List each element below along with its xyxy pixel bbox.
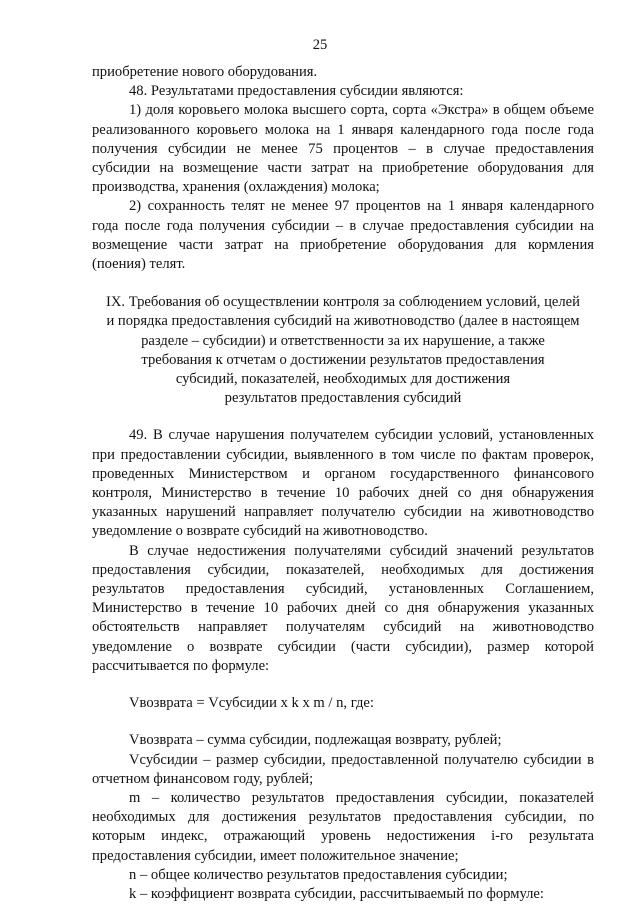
heading-line: разделе – субсидии) и ответственности за их нарушение, а также <box>141 332 545 349</box>
definition-n: n – общее количество результатов предоставления субсидии; <box>129 866 508 883</box>
definition-m: m – количество результатов предоставления субсидии, показателей необходимых для достижения результатов предоставления субсидии, по которым индекс, отражающий уровень недостижения i-го результата предоставления субсидии, имеет положительное значение; <box>92 789 594 864</box>
definition-v-subsidy: Vсубсидии – размер субсидии, предоставленной получателю субсидии в отчетном финансовом году, рублей; <box>92 751 594 787</box>
section-heading <box>92 293 594 408</box>
spacer <box>92 713 594 731</box>
heading-line: требования к отчетам о достижении результатов предоставления <box>141 351 545 368</box>
formula: Vвозврата = Vсубсидии x k x m / n, где: <box>129 695 374 712</box>
paragraph-48-item-1: 1) доля коровьего молока высшего сорта, сорта «Экстра» в общем объеме реализованного коровьего молока на 1 января календарного года после года получения субсидии не менее 75 процентов – в случае предоставления субсидии на возмещение части затрат на приобретение оборудования для производства, хранения (охлаждения) молока; <box>92 102 594 196</box>
paragraph-48-item-2: 2) сохранность телят не менее 97 процентов на 1 января календарного года после года получения субсидии – в случае предоставления субсидии на возмещение части затрат на приобретение оборудования для кормления (поения) телят. <box>92 198 594 273</box>
heading-line: и порядка предоставления субсидий на животноводство (далее в настоящем <box>106 313 580 330</box>
spacer <box>92 408 594 426</box>
definition-v-return: Vвозврата – сумма субсидии, подлежащая возврату, рублей; <box>129 732 502 749</box>
page-number: 25 <box>312 37 328 53</box>
paragraph-48-intro: 48. Результатами предоставления субсидии являются: <box>129 83 464 100</box>
document-body <box>92 63 594 904</box>
spacer <box>92 676 594 694</box>
heading-line: субсидий, показателей, необходимых для достижения <box>175 371 511 388</box>
heading-line: IX. Требования об осуществлении контроля за соблюдением условий, целей <box>106 294 580 311</box>
paragraph-49: 49. В случае нарушения получателем субсидии условий, установленных при предоставлении субсидии, выявленного в том числе по фактам проверок, проведенных Министерством и органом государственного финансового контроля, Министерство в течение 10 рабочих дней со дня обнаружения указанных нарушений направляет получателю субсидии на животноводство уведомление о возврате субсидий на животноводство. <box>92 427 594 540</box>
paragraph-non-achievement: В случае недостижения получателями субсидий значений результатов предоставления субсидии, показателей, необходимых для достижения результатов предоставления субсидий, установленных Соглашением, Министерство в течение 10 рабочих дней со дня обнаружения указанных обстоятельств направляет получателям субсидий на животноводство уведомление о возврате субсидии (части субсидии), размер которой рассчитывается по формуле: <box>92 542 594 674</box>
definition-k: k – коэффициент возврата субсидии, рассчитываемый по формуле: <box>129 885 544 902</box>
heading-line: результатов предоставления субсидий <box>224 390 462 407</box>
paragraph-continuation: приобретение нового оборудования. <box>92 64 318 80</box>
spacer <box>92 274 594 293</box>
